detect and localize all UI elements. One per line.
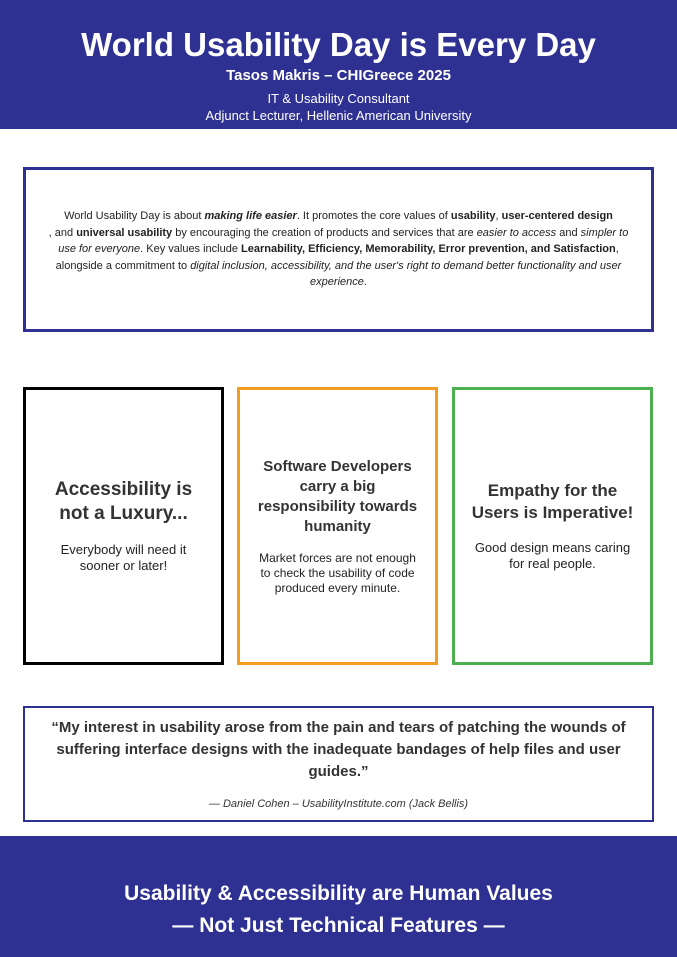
quote-citation: — Daniel Cohen – UsabilityInstitute.com (Jack Bellis) — [208, 798, 469, 810]
intro-text: . It promotes the core values of — [296, 210, 451, 223]
intro-paragraph — [26, 208, 651, 291]
author-role: IT & Usability Consultant — [267, 91, 410, 106]
card-title: Software Developers carry a big responsibility towards humanity — [257, 457, 418, 535]
intro-keyword: user-centered design — [501, 210, 613, 223]
quote-box — [23, 706, 654, 822]
intro-keyword: usability — [450, 210, 496, 223]
intro-box — [23, 167, 654, 332]
intro-keyword: universal usability — [76, 226, 173, 239]
intro-italic: digital inclusion, accessibility, and the user's right to demand better functionality and user experience — [190, 259, 622, 289]
intro-text: by encouraging the creation of products and services that are — [172, 226, 477, 239]
intro-text: . Key values include — [140, 243, 242, 256]
intro-text: . — [363, 276, 367, 289]
card-developers — [237, 387, 438, 665]
intro-text: , and — [48, 226, 77, 239]
footer-line-2: — Not Just Technical Features — — [172, 914, 505, 937]
intro-keyword: Learnability, Efficiency, Memorability, Error prevention, and Satisfaction — [241, 243, 616, 256]
footer-line-1: Usability & Accessibility are Human Values — [124, 882, 553, 905]
intro-italic: easier to access — [476, 226, 557, 239]
author-affiliation: Adjunct Lecturer, Hellenic American University — [205, 108, 472, 123]
page-title: World Usability Day is Every Day — [81, 26, 596, 63]
author-line: Tasos Makris – CHIGreece 2025 — [226, 67, 451, 84]
card-body: Market forces are not enough to check the usability of code produced every minute. — [259, 550, 416, 595]
intro-text: , — [495, 210, 502, 223]
card-body: Everybody will need it sooner or later! — [60, 542, 187, 573]
intro-text: and — [556, 226, 581, 239]
intro-emphasis: making life easier — [204, 210, 297, 223]
card-accessibility — [23, 387, 224, 665]
intro-text: World Usability Day is about — [64, 210, 205, 223]
card-body: Good design means caring for real people. — [474, 540, 631, 571]
card-title: Empathy for the Users is Imperative! — [471, 481, 634, 522]
intro-text: , alongside a commitment to — [55, 243, 619, 272]
quote-text: “My interest in usability arose from the pain and tears of patching the wounds of suffering interface designs with the inadequate bandages of help files and user guides.” — [51, 719, 626, 780]
card-empathy — [452, 387, 653, 665]
footer-banner — [0, 836, 677, 957]
header-banner — [0, 0, 677, 129]
card-title: Accessibility is not a Luxury... — [54, 479, 193, 524]
intro-italic: simpler to use for everyone — [58, 226, 629, 256]
